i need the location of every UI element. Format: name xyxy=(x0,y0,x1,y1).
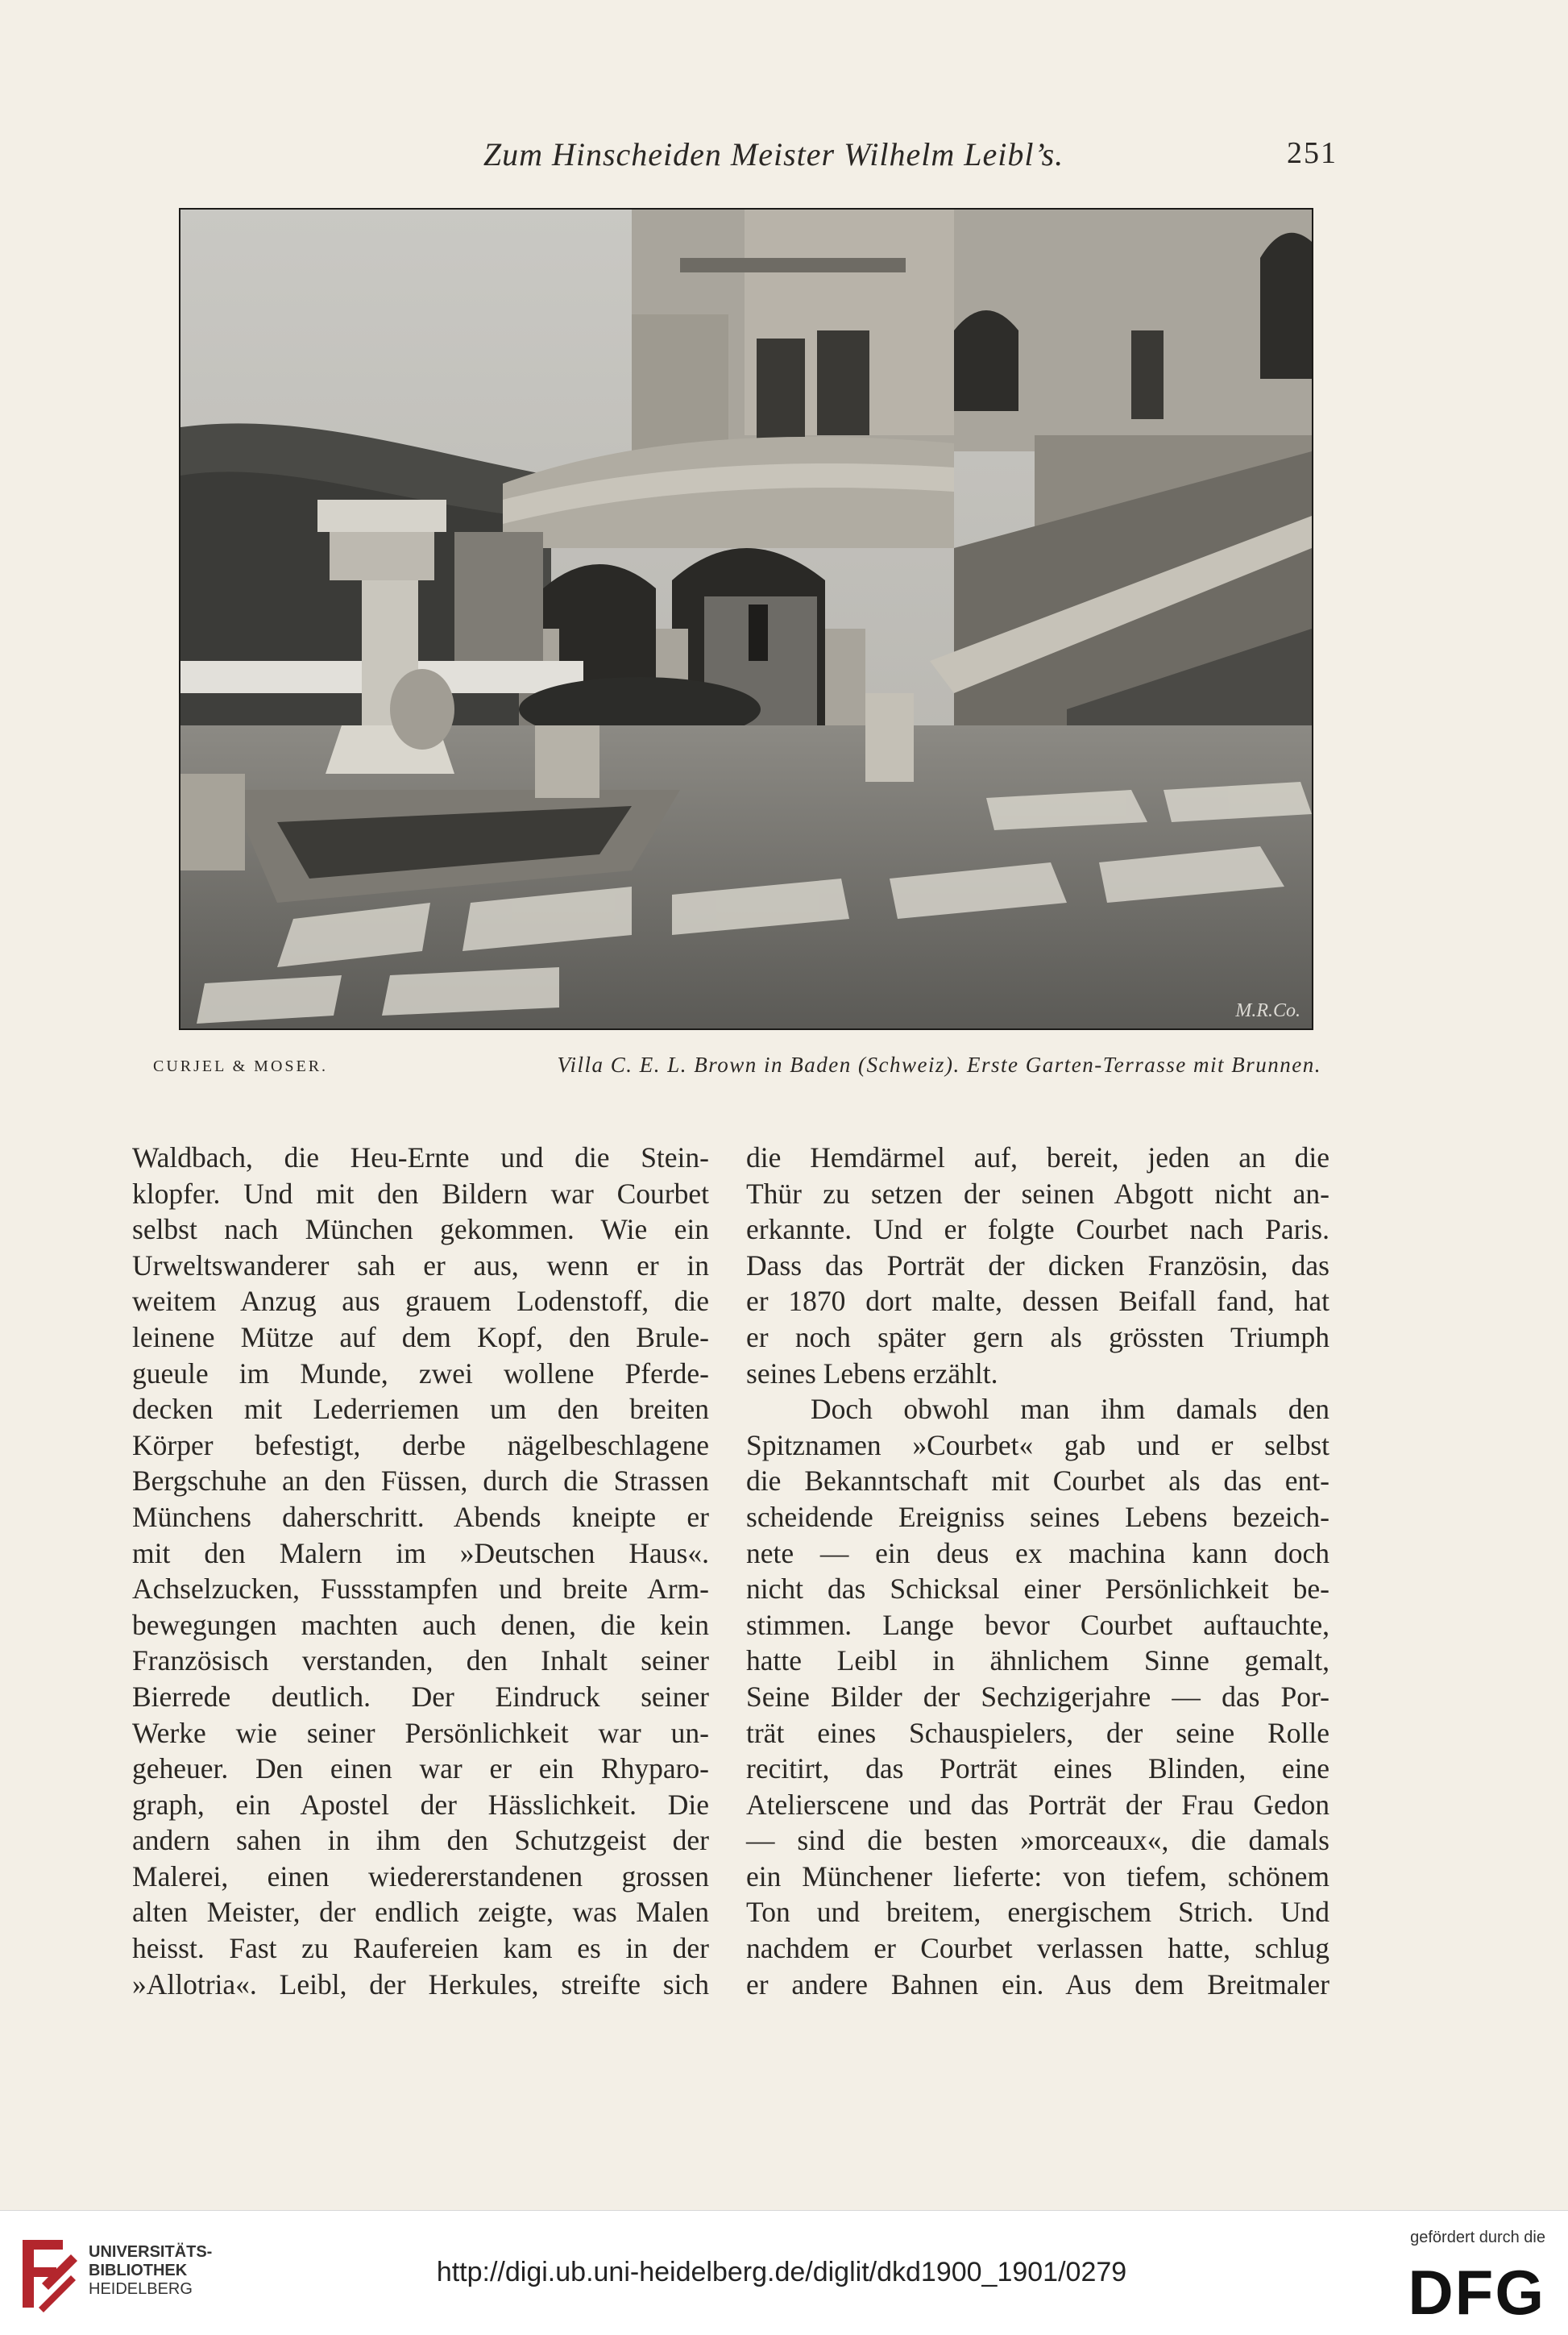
text-line: Achselzucken, Fussstampfen und breite Arm- xyxy=(132,1573,709,1606)
text-line: er noch später gern als grössten Triumph xyxy=(746,1320,1329,1353)
text-line: hatte Leibl in ähnlichem Sinne gemalt, xyxy=(746,1644,1329,1677)
dfg-logo: DFG xyxy=(1408,2257,1545,2328)
text-line: selbst nach München gekommen. Wie ein xyxy=(132,1213,709,1246)
text-line: gueule im Munde, zwei wollene Pferde- xyxy=(132,1357,709,1390)
text-line: Dass das Porträt der dicken Französin, das xyxy=(746,1249,1329,1282)
funder-caption: gefördert durch die xyxy=(1410,2229,1545,2246)
text-line: Thür zu setzen der seinen Abgott nicht an- xyxy=(746,1177,1329,1210)
text-line: nete — ein deus ex machina kann doch xyxy=(746,1536,1329,1569)
text-line: Bergschuhe an den Füssen, durch die Strassen xyxy=(132,1465,709,1498)
text-line: er 1870 dort malte, dessen Beifall fand, hat xyxy=(746,1285,1329,1318)
text-column-right xyxy=(746,1140,1329,2002)
text-line: Körper befestigt, derbe nägelbeschlagene xyxy=(132,1428,709,1461)
text-line: Spitznamen »Courbet« gab und er selbst xyxy=(746,1428,1329,1461)
text-line: weitem Anzug aus grauem Lodenstoff, die xyxy=(132,1285,709,1318)
text-line: bewegungen machten auch denen, die kein xyxy=(132,1608,709,1641)
text-line: Urweltswanderer sah er aus, wenn er in xyxy=(132,1249,709,1282)
text-line: stimmen. Lange bevor Courbet auftauchte, xyxy=(746,1608,1329,1641)
library-name xyxy=(89,2243,212,2299)
text-line: erkannte. Und er folgte Courbet nach Paris. xyxy=(746,1213,1329,1246)
text-line: seines Lebens erzählt. xyxy=(746,1357,998,1390)
villa-photograph xyxy=(179,208,1313,1030)
text-line: Münchens daherschritt. Abends kneipte er xyxy=(132,1500,709,1533)
text-line: er andere Bahnen ein. Aus dem Breitmaler xyxy=(746,1967,1329,2001)
permalink-url[interactable]: http://digi.ub.uni-heidelberg.de/diglit/dkd1900_1901/0279 xyxy=(436,2257,1127,2287)
text-line: graph, ein Apostel der Hässlichkeit. Die xyxy=(132,1788,709,1821)
text-line: Bierrede deutlich. Der Eindruck seiner xyxy=(132,1680,709,1713)
text-line: Atelierscene und das Porträt der Frau Gedon xyxy=(746,1788,1329,1821)
photo-credit: CURJEL & MOSER. xyxy=(153,1057,329,1075)
text-line: recitirt, das Porträt eines Blinden, eine xyxy=(746,1752,1329,1785)
text-line: — sind die besten »morceaux«, die damals xyxy=(746,1824,1329,1857)
text-line: Werke wie seiner Persönlichkeit war un- xyxy=(132,1716,709,1749)
library-name-line: BIBLIOTHEK xyxy=(89,2262,188,2279)
text-line: mit den Malern im »Deutschen Haus«. xyxy=(132,1536,709,1569)
text-line: nicht das Schicksal einer Persönlichkeit be- xyxy=(746,1573,1329,1606)
text-line: Malerei, einen wiedererstandenen grossen xyxy=(132,1859,709,1893)
photo-monogram: M.R.Co. xyxy=(1235,1000,1300,1021)
text-line: Waldbach, die Heu-Ernte und die Stein- xyxy=(132,1141,709,1174)
running-title: Zum Hinscheiden Meister Wilhelm Leibl’s. xyxy=(483,136,1064,172)
text-line: Französisch verstanden, den Inhalt seiner xyxy=(132,1644,709,1677)
text-line: ein Münchener lieferte: von tiefem, schönem xyxy=(746,1859,1329,1893)
university-library-logo-icon xyxy=(15,2235,79,2312)
text-line: Ton und breitem, energischem Strich. Und xyxy=(746,1896,1329,1929)
text-line: scheidende Ereigniss seines Lebens bezeich- xyxy=(746,1500,1329,1533)
library-name-line: UNIVERSITÄTS- xyxy=(89,2243,213,2261)
library-name-line: HEIDELBERG xyxy=(89,2280,193,2298)
text-line: die Hemdärmel auf, bereit, jeden an die xyxy=(746,1141,1329,1174)
text-line: heisst. Fast zu Raufereien kam es in der xyxy=(132,1932,709,1965)
text-line: geheuer. Den einen war er ein Rhyparo- xyxy=(132,1752,709,1785)
page-number: 251 xyxy=(1287,136,1338,170)
photo-caption: Villa C. E. L. Brown in Baden (Schweiz). Erste Garten-Terrasse mit Brunnen. xyxy=(557,1053,1321,1077)
text-line: trät eines Schauspielers, der seine Rolle xyxy=(746,1716,1329,1749)
text-column-left xyxy=(132,1140,709,2002)
text-line: andern sahen in ihm den Schutzgeist der xyxy=(132,1824,709,1857)
text-line: nachdem er Courbet verlassen hatte, schlug xyxy=(746,1932,1329,1965)
text-line: leinene Mütze auf dem Kopf, den Brule- xyxy=(132,1320,709,1353)
text-line: die Bekanntschaft mit Courbet als das ent- xyxy=(746,1465,1329,1498)
text-line: alten Meister, der endlich zeigte, was Malen xyxy=(132,1896,709,1929)
digitization-footer xyxy=(0,2210,1568,2335)
text-line: Doch obwohl man ihm damals den xyxy=(811,1393,1329,1426)
text-line: decken mit Lederriemen um den breiten xyxy=(132,1393,709,1426)
photo-illustration xyxy=(180,210,1312,1028)
text-line: »Allotria«. Leibl, der Herkules, streifte sich xyxy=(132,1967,709,2001)
text-line: klopfer. Und mit den Bildern war Courbet xyxy=(132,1177,709,1210)
text-line: Seine Bilder der Sechzigerjahre — das Por- xyxy=(746,1680,1329,1713)
